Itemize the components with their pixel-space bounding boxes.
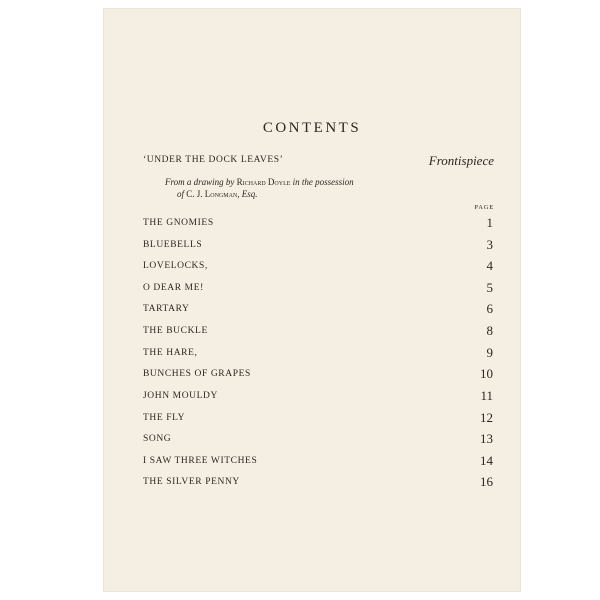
toc-entry-page: 1 — [486, 215, 493, 230]
caption-text: in the possession — [290, 177, 354, 187]
toc-entry-title: BLUEBELLS — [143, 240, 203, 250]
toc-entry-title: THE HARE, — [143, 348, 198, 358]
caption-owner-name: C. J. Longman — [186, 189, 238, 199]
caption-text: From a drawing by — [165, 177, 237, 187]
toc-entry-page: 16 — [480, 474, 493, 489]
frontispiece-title: ‘UNDER THE DOCK LEAVES’ — [143, 155, 284, 165]
toc-entry — [143, 474, 493, 490]
toc-entry-page: 3 — [486, 237, 493, 252]
toc-entry-title: SONG — [143, 434, 172, 444]
toc-entry-page: 6 — [486, 301, 493, 316]
toc-entry — [143, 323, 493, 339]
page-column-header: PAGE — [474, 204, 494, 211]
book-page — [103, 8, 521, 592]
toc-entry-page: 10 — [480, 366, 493, 381]
toc-entry-title: LOVELOCKS, — [143, 261, 208, 271]
toc-entry — [143, 345, 493, 361]
frontispiece-label: Frontispiece — [428, 153, 494, 168]
toc-entry — [143, 431, 493, 447]
frontispiece-caption — [165, 176, 465, 200]
caption-text: of — [177, 189, 187, 199]
toc-entry-title: BUNCHES OF GRAPES — [143, 369, 251, 379]
toc-entry-page: 4 — [486, 258, 493, 273]
toc-entry-title: JOHN MOULDY — [143, 391, 218, 401]
toc-entry-title: O DEAR ME! — [143, 283, 204, 293]
frontispiece-entry — [143, 153, 494, 168]
caption-line-1 — [165, 177, 354, 187]
toc-entry-page: 13 — [480, 431, 493, 446]
toc-entry — [143, 237, 493, 253]
toc-entry-title: THE GNOMIES — [143, 218, 214, 228]
toc-entry-page: 9 — [486, 345, 493, 360]
toc-entry-title: I SAW THREE WITCHES — [143, 456, 258, 466]
toc-entry — [143, 388, 493, 404]
toc-entry — [143, 453, 493, 469]
toc-entry — [143, 215, 493, 231]
caption-text: , Esq. — [237, 189, 258, 199]
toc-entry — [143, 366, 493, 382]
contents-heading: CONTENTS — [262, 120, 362, 136]
toc-entry — [143, 301, 493, 317]
toc-entry-page: 5 — [486, 280, 493, 295]
toc-entry-page: 8 — [486, 323, 493, 338]
toc-entry-page: 14 — [480, 453, 493, 468]
toc-entry-title: THE SILVER PENNY — [143, 477, 240, 487]
toc-entry — [143, 258, 493, 274]
toc-entry-page: 12 — [480, 410, 493, 425]
caption-artist-name: Richard Doyle — [236, 177, 291, 187]
toc-entry-title: THE BUCKLE — [143, 326, 208, 336]
toc-entry — [143, 280, 493, 296]
toc-entry — [143, 410, 493, 426]
toc-entry-title: TARTARY — [143, 304, 190, 314]
caption-line-2 — [165, 188, 465, 200]
toc-entry-page: 11 — [480, 388, 493, 403]
toc-entry-title: THE FLY — [143, 413, 186, 423]
